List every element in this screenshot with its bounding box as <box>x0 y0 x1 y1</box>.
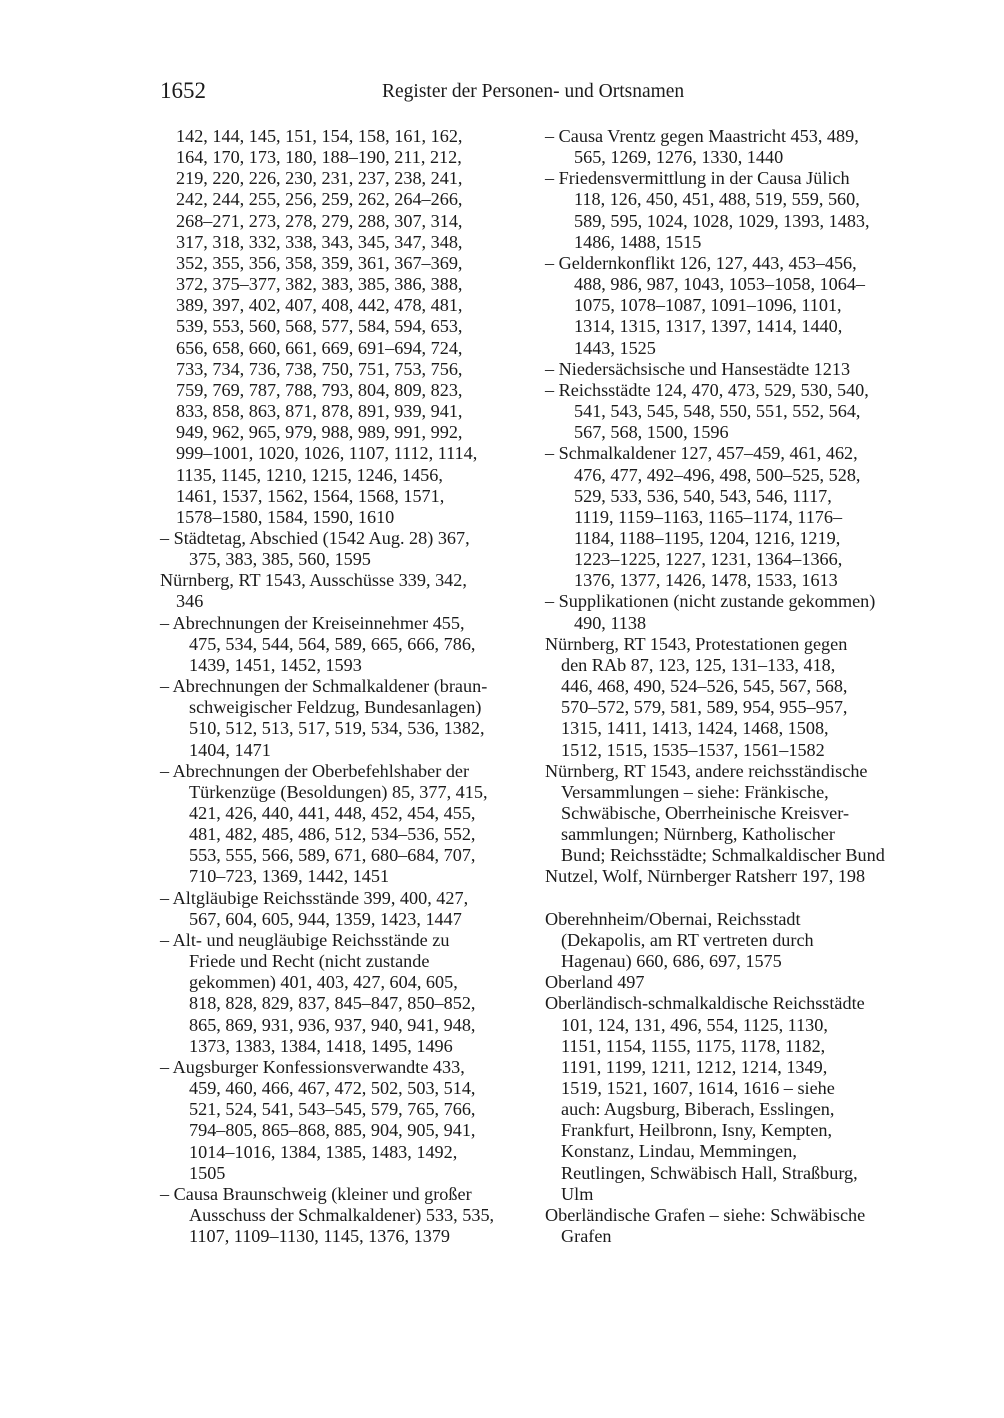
index-line: – Supplikationen (nicht zustande gekommen) <box>545 591 876 612</box>
index-line: – Schmalkaldener 127, 457–459, 461, 462, <box>545 443 858 464</box>
index-line: 1135, 1145, 1210, 1215, 1246, 1456, <box>176 464 443 485</box>
index-entry <box>545 1205 915 1247</box>
index-line: – Alt- und neugläubige Reichsstände zu <box>160 929 450 950</box>
index-line: 242, 244, 255, 256, 259, 262, 264–266, <box>176 189 463 210</box>
index-subentry <box>160 761 525 888</box>
index-subentry <box>545 380 915 443</box>
index-line: 475, 534, 544, 564, 589, 665, 666, 786, <box>189 633 476 654</box>
index-line: 565, 1269, 1276, 1330, 1440 <box>574 147 784 168</box>
index-line: 1314, 1315, 1317, 1397, 1414, 1440, <box>574 316 843 337</box>
index-subentry <box>545 253 915 359</box>
index-line: – Altgläubige Reichsstände 399, 400, 427, <box>160 887 469 908</box>
index-line: schweigischer Feldzug, Bundesanlagen) <box>189 697 482 718</box>
index-line: gekommen) 401, 403, 427, 604, 605, <box>189 972 458 993</box>
index-line: Versammlungen – siehe: Fränkische, <box>561 781 829 802</box>
index-line: 421, 426, 440, 441, 448, 452, 454, 455, <box>189 803 476 823</box>
index-line: 529, 533, 536, 540, 543, 546, 1117, <box>574 485 832 506</box>
index-line: 1376, 1377, 1426, 1478, 1533, 1613 <box>574 570 838 591</box>
index-subentry <box>545 591 915 633</box>
index-line: 794–805, 865–868, 885, 904, 905, 941, <box>189 1120 476 1141</box>
index-entry <box>545 866 915 887</box>
index-line: 710–723, 1369, 1442, 1451 <box>189 866 390 887</box>
index-line: 510, 512, 513, 517, 519, 534, 536, 1382, <box>189 718 485 739</box>
index-line: 1578–1580, 1584, 1590, 1610 <box>176 506 395 527</box>
index-line: – Friedensvermittlung in der Causa Jülich <box>545 168 850 189</box>
index-line: 567, 568, 1500, 1596 <box>574 422 729 443</box>
index-line: (Dekapolis, am RT vertreten durch <box>561 929 814 950</box>
index-line: 759, 769, 787, 788, 793, 804, 809, 823, <box>176 379 463 400</box>
index-line: 346 <box>176 591 204 612</box>
index-line: 142, 144, 145, 151, 154, 158, 161, 162, <box>176 126 463 146</box>
index-line: den RAb 87, 123, 125, 131–133, 418, <box>561 654 836 675</box>
index-line: – Städtetag, Abschied (1542 Aug. 28) 367, <box>160 527 470 548</box>
index-line: Nürnberg, RT 1543, Ausschüsse 339, 342, <box>160 570 467 591</box>
index-line: 1191, 1199, 1211, 1212, 1214, 1349, <box>561 1056 828 1077</box>
index-line: 949, 962, 965, 979, 988, 989, 991, 992, <box>176 422 463 443</box>
index-entry <box>545 972 915 993</box>
index-line: Oberland 497 <box>545 972 645 993</box>
index-line: Ulm <box>561 1183 594 1204</box>
index-line: 352, 355, 356, 358, 359, 361, 367–369, <box>176 252 463 273</box>
index-line: 541, 543, 545, 548, 550, 551, 552, 564, <box>574 401 861 422</box>
index-line: Hagenau) 660, 686, 697, 1575 <box>561 951 782 972</box>
index-subentry <box>160 528 525 570</box>
index-line: Friede und Recht (nicht zustande <box>189 951 430 972</box>
index-line: 488, 986, 987, 1043, 1053–1058, 1064– <box>574 274 865 295</box>
index-entry <box>545 634 915 761</box>
index-line: 375, 383, 385, 560, 1595 <box>189 549 371 570</box>
index-line: 490, 1138 <box>574 612 647 633</box>
index-line: 733, 734, 736, 738, 750, 751, 753, 756, <box>176 358 463 379</box>
index-line: – Abrechnungen der Schmalkaldener (braun- <box>160 676 488 697</box>
index-line: Grafen <box>561 1226 612 1247</box>
index-line: 446, 468, 490, 524–526, 545, 567, 568, <box>561 676 848 697</box>
running-title: Register der Personen- und Ortsnamen <box>382 81 685 102</box>
index-line: – Augsburger Konfessionsverwandte 433, <box>160 1056 465 1077</box>
index-line: 818, 828, 829, 837, 845–847, 850–852, <box>189 993 476 1014</box>
index-entry <box>160 570 525 612</box>
index-line: 567, 604, 605, 944, 1359, 1423, 1447 <box>189 908 462 929</box>
index-line: – Reichsstädte 124, 470, 473, 529, 530, 540, <box>545 379 869 400</box>
index-subentry <box>545 443 915 591</box>
index-line: 1119, 1159–1163, 1165–1174, 1176– <box>574 506 843 527</box>
letter-gap <box>545 888 915 909</box>
index-line: 389, 397, 402, 407, 408, 442, 478, 481, <box>176 295 463 316</box>
index-subentry <box>545 359 915 380</box>
index-entry <box>545 761 915 867</box>
index-line: Nutzel, Wolf, Nürnberger Ratsherr 197, 198 <box>545 866 866 887</box>
index-entry <box>545 909 915 972</box>
left-column <box>160 126 525 1247</box>
index-line: – Causa Braunschweig (kleiner und großer <box>160 1183 472 1204</box>
index-line: 589, 595, 1024, 1028, 1029, 1393, 1483, <box>574 210 870 231</box>
index-subentry <box>160 676 525 761</box>
index-line: 1223–1225, 1227, 1231, 1364–1366, <box>574 549 843 570</box>
right-column <box>545 126 915 1247</box>
index-line: 1519, 1521, 1607, 1614, 1616 – siehe <box>561 1078 835 1099</box>
index-line: Oberländische Grafen – siehe: Schwäbische <box>545 1204 866 1225</box>
index-line: – Geldernkonflikt 126, 127, 443, 453–456, <box>545 252 857 273</box>
index-line: Reutlingen, Schwäbisch Hall, Straßburg, <box>561 1162 858 1183</box>
index-line: Oberländisch-schmalkaldische Reichsstädte <box>545 993 865 1014</box>
index-line: 1315, 1411, 1413, 1424, 1468, 1508, <box>561 718 829 739</box>
index-line: 865, 869, 931, 936, 937, 940, 941, 948, <box>189 1014 476 1035</box>
index-line: 1443, 1525 <box>574 337 656 358</box>
index-subentry <box>160 1057 525 1184</box>
index-line: 1014–1016, 1384, 1385, 1483, 1492, <box>189 1141 458 1162</box>
index-line: 101, 124, 131, 496, 554, 1125, 1130, <box>561 1014 828 1035</box>
index-line: 317, 318, 332, 338, 343, 345, 347, 348, <box>176 231 463 252</box>
index-subentry <box>160 930 525 1057</box>
index-line: 833, 858, 863, 871, 878, 891, 939, 941, <box>176 401 463 422</box>
index-line: 1373, 1383, 1384, 1418, 1495, 1496 <box>189 1035 453 1056</box>
index-subentry <box>545 126 915 168</box>
index-subentry <box>545 168 915 253</box>
index-line: 1486, 1488, 1515 <box>574 231 702 252</box>
index-line: 1184, 1188–1195, 1204, 1216, 1219, <box>574 527 841 548</box>
index-line: 521, 524, 541, 543–545, 579, 765, 766, <box>189 1099 476 1120</box>
index-line: 219, 220, 226, 230, 231, 237, 238, 241, <box>176 168 463 189</box>
index-entry <box>545 993 915 1205</box>
index-subentry <box>160 1184 525 1247</box>
index-line: 118, 126, 450, 451, 488, 519, 559, 560, <box>574 189 860 210</box>
index-line: 999–1001, 1020, 1026, 1107, 1112, 1114, <box>176 443 478 464</box>
index-line: 1107, 1109–1130, 1145, 1376, 1379 <box>189 1226 451 1247</box>
index-line: 372, 375–377, 382, 383, 385, 386, 388, <box>176 274 463 295</box>
index-line: 1404, 1471 <box>189 739 271 760</box>
index-line: 1439, 1451, 1452, 1593 <box>189 654 362 675</box>
index-entry-continuation <box>160 126 525 528</box>
index-line: Bund; Reichsstädte; Schmalkaldischer Bund <box>561 845 885 866</box>
index-line: – Abrechnungen der Kreiseinnehmer 455, <box>160 612 465 633</box>
index-line: sammlungen; Nürnberg, Katholischer <box>561 824 835 845</box>
index-line: – Abrechnungen der Oberbefehlshaber der <box>160 760 470 781</box>
index-line: – Niedersächsische und Hansestädte 1213 <box>545 358 851 379</box>
index-line: 539, 553, 560, 568, 577, 584, 594, 653, <box>176 316 463 337</box>
page-header <box>160 78 910 108</box>
index-line: 570–572, 579, 581, 589, 954, 955–957, <box>561 697 848 718</box>
index-line: 459, 460, 466, 467, 472, 502, 503, 514, <box>189 1078 476 1099</box>
page-number: 1652 <box>160 78 206 103</box>
index-line: 1512, 1515, 1535–1537, 1561–1582 <box>561 739 825 760</box>
index-subentry <box>160 613 525 676</box>
index-line: 476, 477, 492–496, 498, 500–525, 528, <box>574 464 861 485</box>
index-line: auch: Augsburg, Biberach, Esslingen, <box>561 1099 835 1120</box>
index-line: Ausschuss der Schmalkaldener) 533, 535, <box>189 1204 495 1225</box>
index-line: Türkenzüge (Besoldungen) 85, 377, 415, <box>189 781 488 802</box>
index-line: Oberehnheim/Obernai, Reichsstadt <box>545 908 801 929</box>
index-line: 164, 170, 173, 180, 188–190, 211, 212, <box>176 147 462 168</box>
index-line: Konstanz, Lindau, Memmingen, <box>561 1141 797 1162</box>
index-line: Nürnberg, RT 1543, andere reichsständische <box>545 760 868 781</box>
index-subentry <box>160 888 525 930</box>
index-line: – Causa Vrentz gegen Maastricht 453, 489, <box>545 126 859 146</box>
index-line: 1505 <box>189 1162 226 1183</box>
index-line: 1461, 1537, 1562, 1564, 1568, 1571, <box>176 485 445 506</box>
index-line: 656, 658, 660, 661, 669, 691–694, 724, <box>176 337 463 358</box>
index-line: Frankfurt, Heilbronn, Isny, Kempten, <box>561 1120 833 1141</box>
index-line: 1151, 1154, 1155, 1175, 1178, 1182, <box>561 1035 826 1056</box>
index-line: 553, 555, 566, 589, 671, 680–684, 707, <box>189 845 476 866</box>
index-line: 1075, 1078–1087, 1091–1096, 1101, <box>574 295 842 316</box>
index-line: Schwäbische, Oberrheinische Kreisver- <box>561 803 849 823</box>
index-line: 481, 482, 485, 486, 512, 534–536, 552, <box>189 824 476 845</box>
index-line: 268–271, 273, 278, 279, 288, 307, 314, <box>176 210 463 231</box>
index-line: Nürnberg, RT 1543, Protestationen gegen <box>545 633 848 654</box>
